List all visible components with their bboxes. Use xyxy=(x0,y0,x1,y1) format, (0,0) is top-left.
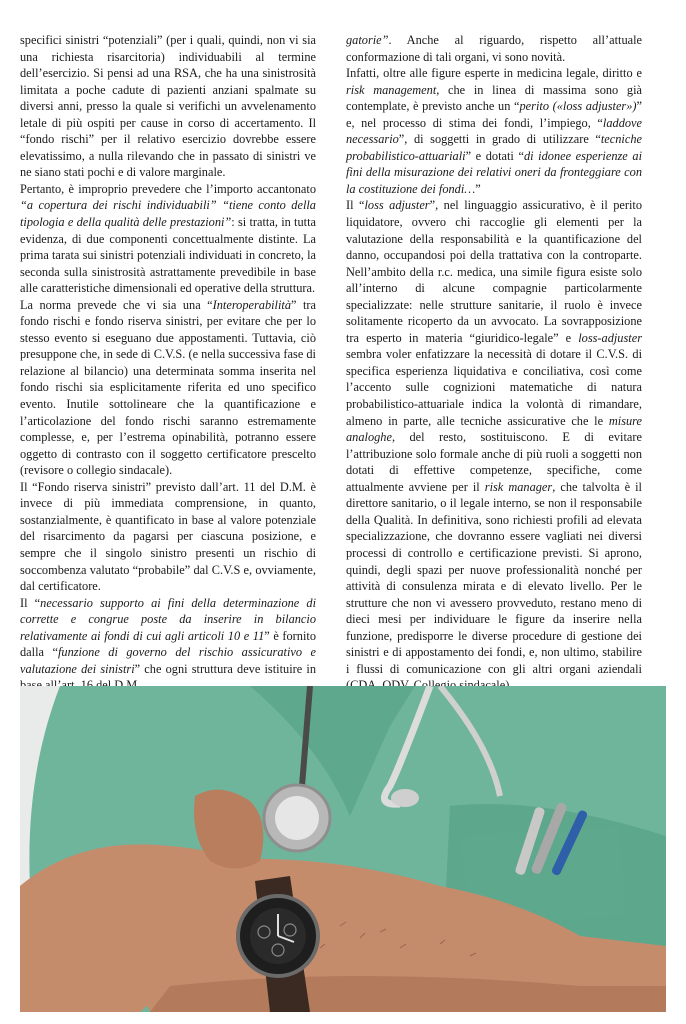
paragraph xyxy=(346,32,642,65)
paragraph xyxy=(346,197,642,693)
text-run: ” è fornito dalla “ xyxy=(20,628,316,660)
paragraph xyxy=(346,65,642,197)
doctor-photo xyxy=(20,686,666,1012)
italic-text: perito («loss adjuster») xyxy=(519,99,637,114)
text-run: ” e, nel processo di stima dei fondi, l’impiego, “ xyxy=(346,99,642,130)
text-run: specifici sinistri “potenziali” (per i quali, quindi, non vi sia una richiesta risarcitoria) individuabili al termine dell’esercizio. Si pensi ad una RSA, che ha una sinistrosità limitata a poche cadute di pazienti anziani spalmate su diversi anni, presso la quale si verifichi un avvelenamento letale di più ospiti per cause in corso di accertamento. Il “fondo rischi” per il relativo esercizio dovrebbe essere elevatissimo, a nulla rilevando che in passato di sinistri ve ne siano stati pochi e di valore marginale. xyxy=(20,33,316,180)
text-run: Il “Fondo riserva sinistri” previsto dall’art. 11 del D.M. è invece di più immediata comprensione, in quanto, sostanzialmente, è quantificato in base al valore potenziale del risarcimento da pagarsi per ciascuna posizione, e sempre che il singolo sinistro presenti un rischio di soccombenza valutato “probabile” dal C.V.S e, ovviamente, dal certificatore. xyxy=(20,479,316,594)
italic-text: laddove necessario xyxy=(346,115,642,147)
text-run: ”, di soggetti in grado di utilizzare “ xyxy=(398,132,601,147)
text-run: Infatti, oltre alle figure esperte in medicina legale, diritto e xyxy=(346,66,642,81)
text-run: , che in linea di massima sono già contemplate, è previsto anche un “ xyxy=(346,82,642,114)
italic-text: loss adjuster xyxy=(364,198,430,213)
italic-text: “a copertura dei rischi individuabili” xyxy=(20,198,217,213)
text-run: ” che ogni struttura deve istituire in xyxy=(134,661,316,676)
italic-text: necessario supporto ai fini della determinazione di corrette e congrue poste da inserire in bilancio relativamente ai fondi di cui agli articoli 10 e 11 xyxy=(20,595,316,643)
doctor-arms-crossed-stethoscope-photo xyxy=(20,686,666,1012)
italic-text: funzione di governo del rischio assicurativo e valutazione dei sinistri xyxy=(20,645,316,676)
text-run: ” tra fondo rischi e fondo riserva sinistri, per evitare che per lo stesso evento si eseguano due appostamenti. Tuttavia, ciò presuppone che, in sede di C.V.S. (e nella successiva fase di relazione al bilancio) una determinata somma inserita nel fondo rischi sia esplicitamente riferita ed uno specifico evento. Inutile sottolineare che la quantificazione e l’articolazione del fondo rischi saranno estremamente complesse, e, per l’estrema opinabilità, potranno essere oggetto di contrasto con il soggetto certificatore prescelto (revisore o collegio sindacale). xyxy=(20,297,316,478)
text-run: sembra voler enfatizzare la necessità di dotare il C.V.S. di specifica esperienza liquidativa e conciliativa, così come l’accento sulle cognizioni matematiche di natura probabilistico-attuariale indica la volontà di rimandare, almeno in parte, alle tecniche assicurative che le xyxy=(346,347,642,428)
italic-text: tecniche probabilistico-attuariali xyxy=(346,132,642,163)
paragraph xyxy=(20,595,316,694)
italic-text: di idonee esperienze ai fini della misurazione dei relativi oneri da fronteggiare con la costituzione dei fondi… xyxy=(346,148,642,196)
text-run: Il “ xyxy=(20,595,41,610)
italic-text: “tiene conto della tipologia e della qualità delle prestazioni” xyxy=(20,198,316,230)
text-run: , che talvolta è il direttore sanitario, o il legale interno, se non il responsabile della Qualità. In definitiva, sono richiesti profili ad elevata specializzazione, che dovranno essere vagliati nei diversi processi di controllo e certificazione previsti. Si aprono, quindi, degli spazi per nuove professionalità nonché per attività di consulenza mirata e di elevato livello. Per le strutture che non vi avessero provveduto, restano meno di dieci mesi per individuare le figure da inserire nella funzione, predisporre le diverse procedure di gestione dei sinistri e di appostamento dei fondi, e, non ultimo, stabilire i flussi di comunicazione con gli altri organi aziendali xyxy=(346,479,642,676)
italic-text: risk management xyxy=(346,82,437,97)
italic-text: risk manager xyxy=(484,479,553,494)
paragraph xyxy=(20,297,316,479)
text-run: ”, nel linguaggio assicurativo, è il perito liquidatore, ovvero chi raccoglie gli elementi per la valutazione della responsabilità e la quantificazione del danno, occupandosi poi della trattativa con la controparte. Nell’ambito della r.c. medica, una simile figura esiste solo all’interno di alcune compagnie particolarmente specializzate: nelle strutture sanitarie, il ruolo è invece solitamente ricoperto da un avvocato. La sovrapposizione tra esperto in materia “giuridico-legale” e xyxy=(346,198,642,345)
text-run: ” xyxy=(475,181,481,196)
left-text-column xyxy=(20,32,316,744)
paragraph xyxy=(20,181,316,297)
text-run: ” e dotati “ xyxy=(465,148,524,163)
text-run: Pertanto, è improprio prevedere che l’importo accantonato xyxy=(20,181,316,196)
italic-text: gatorie” xyxy=(346,33,389,47)
paragraph xyxy=(20,32,316,181)
italic-text: loss-adjuster xyxy=(578,330,642,345)
paragraph xyxy=(20,479,316,595)
text-run: : si tratta, in tutta evidenza, di due componenti concettualmente distinte. La prima tarata sui sinistri potenziali individuati in concreto, la seconda sulla sinistrosità astrattamente prevedibile in base alle caratteristiche dimensionali ed operative della struttura. xyxy=(20,215,316,296)
text-run: . Anche al riguardo, rispetto all’attuale conformazione di tali organi, vi sono novità. xyxy=(346,33,642,64)
italic-text: Interoperabilità xyxy=(212,297,292,312)
text-run: La norma prevede che vi sia una “ xyxy=(20,297,213,312)
italic-text: misure analoghe xyxy=(346,413,642,445)
right-text-column xyxy=(346,32,642,694)
text-run: Il “ xyxy=(346,198,365,213)
text-run: , del resto, sostituiscono. E di evitare l’attribuzione solo formale anche di più ruoli a soggetti non dotati di effettive competenze, specifiche, come attualmente avviene per il xyxy=(346,430,642,494)
